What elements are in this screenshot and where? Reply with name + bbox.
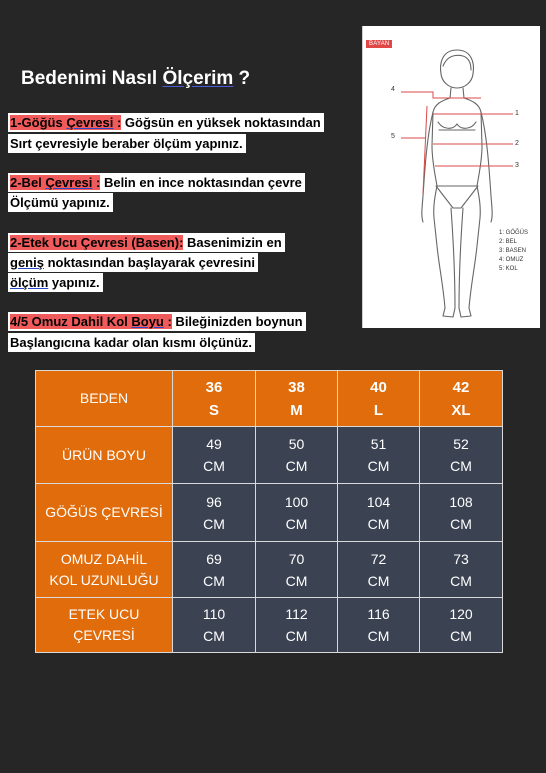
table-row bbox=[36, 427, 503, 484]
marker-4: 4 bbox=[391, 86, 395, 93]
table-cell: 49 CM bbox=[173, 427, 256, 484]
waist-instruction-line-2: Ölçümü yapınız. bbox=[8, 193, 113, 212]
table-cell: 104 CM bbox=[338, 484, 420, 542]
waist-label: 2-Bel Çevresi : bbox=[10, 175, 101, 190]
page-title: Bedenimi Nasıl Ölçerim ? bbox=[21, 68, 251, 89]
size-column-header: 38 M bbox=[256, 371, 338, 427]
sleeve-label: 4/5 Omuz Dahil Kol Boyu : bbox=[10, 314, 172, 329]
hem-instruction-line-2: geniş noktasından başlayarak çevresini bbox=[8, 253, 258, 272]
bust-instruction-line-1: 1-Göğüs Çevresi : Göğsün en yüksek noktasından bbox=[8, 113, 324, 132]
table-cell: 96 CM bbox=[173, 484, 256, 542]
table-row bbox=[36, 484, 503, 542]
table-cell: 116 CM bbox=[338, 598, 420, 653]
title-underlined-word: Ölçerim bbox=[162, 68, 234, 89]
hem-instruction-line-1: 2-Etek Ucu Çevresi (Basen): Basenimizin en bbox=[8, 233, 285, 252]
size-header-label: BEDEN bbox=[36, 371, 173, 427]
table-row bbox=[36, 598, 503, 653]
size-column-header: 36 S bbox=[173, 371, 256, 427]
table-cell: 51 CM bbox=[338, 427, 420, 484]
size-column-header: 40 L bbox=[338, 371, 420, 427]
figure-legend: 1: GÖĞÜS 2: BEL 3: BASEN 4: OMUZ 5: KOL bbox=[499, 230, 529, 272]
hem-label: 2-Etek Ucu Çevresi (Basen): bbox=[10, 235, 184, 250]
table-cell: 70 CM bbox=[256, 542, 338, 598]
marker-3: 3 bbox=[515, 162, 519, 169]
row-label: ETEK UCU ÇEVRESİ bbox=[36, 598, 173, 653]
body-silhouette-icon bbox=[363, 26, 541, 328]
table-cell: 120 CM bbox=[420, 598, 503, 653]
size-column-header: 42 XL bbox=[420, 371, 503, 427]
table-cell: 50 CM bbox=[256, 427, 338, 484]
table-cell: 52 CM bbox=[420, 427, 503, 484]
marker-1: 1 bbox=[515, 110, 519, 117]
table-cell: 73 CM bbox=[420, 542, 503, 598]
row-label: ÜRÜN BOYU bbox=[36, 427, 173, 484]
waist-instruction-line-1: 2-Bel Çevresi : Belin en ince noktasından çevre bbox=[8, 173, 305, 192]
row-label: OMUZ DAHİL KOL UZUNLUĞU bbox=[36, 542, 173, 598]
sleeve-instruction-line-1: 4/5 Omuz Dahil Kol Boyu : Bileğinizden boynun bbox=[8, 312, 306, 331]
bust-instruction-line-2: Sırt çevresiyle beraber ölçüm yapınız. bbox=[8, 134, 246, 153]
table-cell: 72 CM bbox=[338, 542, 420, 598]
figure-tag: BAYAN bbox=[366, 40, 392, 48]
size-table bbox=[35, 370, 503, 653]
table-cell: 112 CM bbox=[256, 598, 338, 653]
size-header-row bbox=[36, 371, 503, 427]
table-cell: 69 CM bbox=[173, 542, 256, 598]
measurement-figure bbox=[362, 26, 540, 328]
marker-5: 5 bbox=[391, 133, 395, 140]
bust-label: 1-Göğüs Çevresi : bbox=[10, 115, 122, 130]
hem-instruction-line-3: ölçüm yapınız. bbox=[8, 273, 103, 292]
marker-2: 2 bbox=[515, 140, 519, 147]
table-row bbox=[36, 542, 503, 598]
row-label: GÖĞÜS ÇEVRESİ bbox=[36, 484, 173, 542]
table-cell: 110 CM bbox=[173, 598, 256, 653]
table-cell: 100 CM bbox=[256, 484, 338, 542]
sleeve-instruction-line-2: Başlangıcına kadar olan kısmı ölçünüz. bbox=[8, 333, 255, 352]
table-cell: 108 CM bbox=[420, 484, 503, 542]
